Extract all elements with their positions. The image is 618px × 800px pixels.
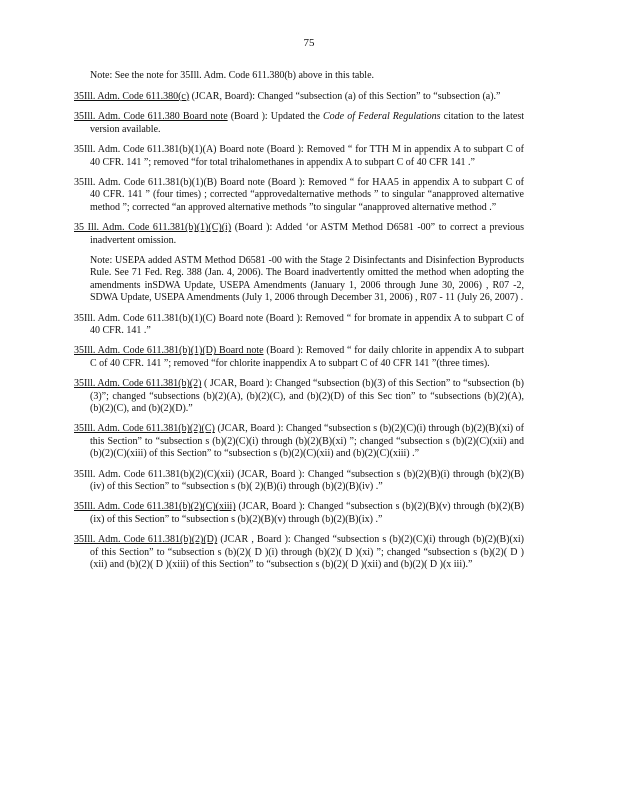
amendment-entry: 35Ill. Adm. Code 611.380(c) (JCAR, Board): Changed “subsection (a) of this Section” to “subsection (a).”	[74, 90, 501, 102]
amendment-entry: 35Ill. Adm. Code 611.381(b)(2)(C) (JCAR, Board ): Changed “subsection s (b)(2)(C)(i) through (b)(2)(B)(xi) of this Section” to “subsection s (b)(2)(C)(i) through (b)(2)(B)(xi) ”; changed “subsection s (b)(2)(C)(xii) and (b)(2)(C)(xiii) of this Section” to “subsection s (b)(2)(C)(xii) and (b)(2)(C)(xiii) .”	[74, 423, 524, 459]
document-body	[74, 70, 524, 580]
amendment-entry: 35Ill. Adm. Code 611.381(b)(1)(A) Board note (Board ): Removed “ for TTH M in appendix A to subpart C of 40 CFR. 141 ”; removed “for total trihalomethanes in appendix A to subpart C of 40 CFR 141 .”	[74, 144, 524, 168]
page-number: 75	[303, 37, 315, 49]
citation: 35Ill. Adm. Code 611.381(b)(2)(C)(xiii)	[74, 501, 236, 513]
citation: 35Ill. Adm. Code 611.380 Board note	[74, 111, 228, 123]
amendment-entry: 35 Ill. Adm. Code 611.381(b)(1)(C)(i) (Board ): Added ‘or ASTM Method D6581 -00” to correct a previous inadvertent omission.	[74, 222, 524, 246]
amendment-entry: 35Ill. Adm. Code 611.381(b)(2)(C)(xiii) (JCAR, Board ): Changed “subsection s (b)(2)(B)(v) through (b)(2)(B)(ix) of this Section” to “subsection s (b)(2)(B)(v) through (b)(2)(B)(ix) .”	[74, 501, 525, 525]
citation: 35 Ill. Adm. Code 611.381(b)(1)(C)(i)	[74, 222, 232, 234]
citation: 35Ill. Adm. Code 611.381(b)(1)(B)	[74, 177, 217, 189]
amendment-entry: 35Ill. Adm. Code 611.381(b)(2)(D) (JCAR , Board ): Changed “subsection s (b)(2)(C)(i) through (b)(2)(B)(xi) of this Section” to “subsection s (b)(2)( D )(i) through (b)(2)( D )(xi) ”; changed “subsection s (b)(2)( D )(xii) and (b)(2)( D )(xiii) of this Section” to “subsection s (b)(2)( D )(xii) and (b)(2)( D )(x iii).”	[74, 534, 524, 570]
amendment-entry: 35Ill. Adm. Code 611.381(b)(1)(D) Board note (Board ): Removed “ for daily chlorite in appendix A to subpart C of 40 CFR. 141 ”; removed “for chlorite inappendix A to subpart C of 40 CFR 141 ”(three times).	[74, 345, 525, 369]
amendment-entry: 35Ill. Adm. Code 611.381(b)(1)(C) Board note (Board ): Removed “ for bromate in appendix A to subpart C of 40 CFR. 141 .”	[74, 312, 524, 336]
amendment-entry: 35Ill. Adm. Code 611.381(b)(1)(B) Board note (Board ): Removed “ for HAA5 in appendix A to subpart C of 40 CFR. 141 ” (four times) ; corrected “approvedalternative methods ” to singular “anapproved alternative method ”; corrected “an approved alternative methods ”to singular “anapproved alternative method .”	[74, 177, 524, 213]
citation: 35Ill. Adm. Code 611.381(b)(2)(C)(xii)	[74, 468, 235, 480]
citation: 35Ill. Adm. Code 611.381(b)(2)(D)	[74, 534, 218, 546]
citation: 35Ill. Adm. Code 611.381(b)(1)(C)	[74, 312, 216, 324]
citation: 35Ill. Adm. Code 611.381(b)(2)	[74, 378, 202, 390]
amendment-entry: 35Ill. Adm. Code 611.380 Board note (Board ): Updated the Code of Federal Regulations citation to the latest version available.	[74, 111, 524, 135]
amendment-entry: 35Ill. Adm. Code 611.381(b)(2) ( JCAR, Board ): Changed “subsection (b)(3) of this Section” to “subsection (b)(3)”; changed “subsections (b)(2)(A), (b)(2)(C), and (b)(2)(D) of this Sec tion” to “subsections (b)(2)(A), (b)(2)(C), and (b)(2)(D).”	[74, 378, 524, 414]
citation: 35Ill. Adm. Code 611.381(b)(1)(D) Board note	[74, 345, 264, 357]
amendment-entry: 35Ill. Adm. Code 611.381(b)(2)(C)(xii) (JCAR, Board ): Changed “subsection s (b)(2)(B)(i) through (b)(2)(B)(iv) of this Section” to “subsection s (b)( 2)(B)(i) through (b)(2)(B)(iv) .”	[74, 468, 524, 492]
citation: 35Ill. Adm. Code 611.381(b)(2)(C)	[74, 423, 215, 435]
table-note: Note: See the note for 35Ill. Adm. Code 611.380(b) above in this table.	[90, 70, 375, 81]
table-note: Note: USEPA added ASTM Method D6581 -00 with the Stage 2 Disinfectants and Disinfection Byproducts Rule. See 71 Fed. Reg. 388 (Jan. 4, 2006). The Board inadvertently omitted the method when adopting the amendments inSDWA Update, USEPA Amendments (January 1, 2006 through June 30, 2006) , R07 -2, SDWA Update, USEPA Amendments (July 1, 2006 through December 31, 2006) , R07 - 11 (July 26, 2007) .	[90, 255, 524, 303]
citation: 35Ill. Adm. Code 611.380(c)	[74, 90, 190, 102]
citation: 35Ill. Adm. Code 611.381(b)(1)(A)	[74, 144, 217, 156]
